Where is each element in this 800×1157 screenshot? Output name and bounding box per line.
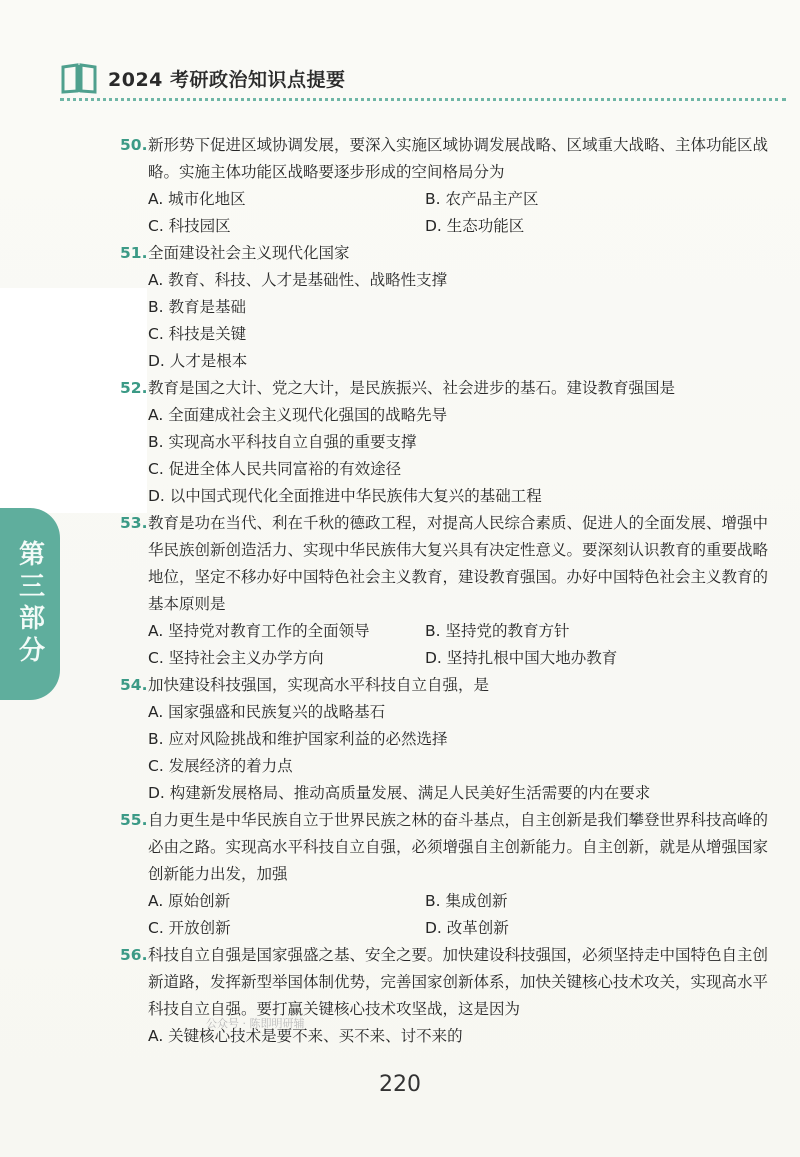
option-a: A. 坚持党对教育工作的全面领导 — [148, 622, 370, 640]
option-c: C. 开放创新 — [148, 919, 231, 937]
option-d: D. 生态功能区 — [425, 217, 525, 235]
question-stem-row — [120, 132, 780, 186]
options-block — [120, 267, 780, 375]
option-d: D. 人才是根本 — [148, 352, 248, 370]
option-c: C. 坚持社会主义办学方向 — [148, 649, 324, 667]
question-item — [120, 510, 780, 672]
option-row — [148, 888, 780, 915]
question-stem: 加快建设科技强国，实现高水平科技自立自强，是 — [148, 676, 490, 694]
question-stem: 全面建设社会主义现代化国家 — [148, 244, 350, 262]
question-stem: 自力更生是中华民族自立于世界民族之林的奋斗基点，自主创新是我们攀登世界科技高峰的必由之路。实现高水平科技自立自强，必须增强自主创新能力。自主创新，就是从增强国家创新能力出发，加强 — [148, 811, 769, 883]
question-stem: 教育是国之大计、党之大计，是民族振兴、社会进步的基石。建设教育强国是 — [148, 379, 676, 397]
question-stem-row — [120, 240, 780, 267]
option-b: B. 应对风险挑战和维护国家利益的必然选择 — [148, 730, 448, 748]
question-stem-row — [120, 942, 780, 1023]
option-row — [148, 618, 780, 645]
options-block — [120, 699, 780, 807]
question-number: 55. — [120, 811, 148, 829]
header-title: 2024 考研政治知识点提要 — [108, 68, 346, 91]
option-row — [148, 213, 780, 240]
option-d: D. 改革创新 — [425, 919, 509, 937]
question-number: 53. — [120, 514, 148, 532]
question-stem-row — [120, 672, 780, 699]
option-b: B. 实现高水平科技自立自强的重要支撑 — [148, 433, 417, 451]
question-item — [120, 240, 780, 375]
question-number: 54. — [120, 676, 148, 694]
options-block — [120, 186, 780, 240]
option-a: A. 国家强盛和民族复兴的战略基石 — [148, 703, 386, 721]
option-b: B. 集成创新 — [425, 892, 508, 910]
question-number: 50. — [120, 136, 148, 154]
option-a: A. 关键核心技术是要不来、买不来、讨不来的 — [148, 1027, 463, 1045]
options-block — [120, 618, 780, 672]
question-item — [120, 942, 780, 1050]
question-number: 52. — [120, 379, 148, 397]
options-block — [120, 888, 780, 942]
question-stem: 教育是功在当代、利在千秋的德政工程，对提高人民综合素质、促进人的全面发展、增强中华民族创新创造活力、实现中华民族伟大复兴具有决定性意义。要深刻认识教育的重要战略地位，坚定不移办好中国特色社会主义教育，建设教育强国。办好中国特色社会主义教育的基本原则是 — [148, 514, 769, 613]
option-a: A. 全面建成社会主义现代化强国的战略先导 — [148, 406, 448, 424]
option-d: D. 构建新发展格局、推动高质量发展、满足人民美好生活需要的内在要求 — [148, 784, 651, 802]
option-d: D. 以中国式现代化全面推进中华民族伟大复兴的基础工程 — [148, 487, 542, 505]
option-d: D. 坚持扎根中国大地办教育 — [425, 649, 618, 667]
question-list — [120, 132, 780, 1050]
question-item — [120, 375, 780, 510]
option-a: A. 教育、科技、人才是基础性、战略性支撑 — [148, 271, 448, 289]
section-tab-label: 第三部分 — [14, 540, 45, 668]
option-row — [148, 645, 780, 672]
page-number: 220 — [379, 1072, 421, 1097]
question-stem-row — [120, 375, 780, 402]
option-c: C. 科技是关键 — [148, 325, 247, 343]
question-number: 56. — [120, 946, 148, 964]
option-a: A. 城市化地区 — [148, 190, 246, 208]
option-row — [148, 186, 780, 213]
option-a: A. 原始创新 — [148, 892, 231, 910]
question-number: 51. — [120, 244, 148, 262]
question-item — [120, 132, 780, 240]
page-header — [60, 58, 346, 98]
header-divider — [60, 98, 786, 101]
question-item — [120, 807, 780, 942]
option-b: B. 坚持党的教育方针 — [425, 622, 570, 640]
option-row — [148, 915, 780, 942]
open-book-icon — [60, 61, 98, 95]
watermark: 公众号 · 陈即明研辅 — [206, 1017, 305, 1030]
question-stem: 新形势下促进区域协调发展，要深入实施区域协调发展战略、区域重大战略、主体功能区战略。实施主体功能区战略要逐步形成的空间格局分为 — [148, 136, 769, 181]
question-stem-row — [120, 510, 780, 618]
question-stem: 科技自立自强是国家强盛之基、安全之要。加快建设科技强国，必须坚持走中国特色自主创新道路，发挥新型举国体制优势，完善国家创新体系，加快关键核心技术攻关，实现高水平科技自立自强。要打赢关键核心技术攻坚战，这是因为 — [148, 946, 769, 1018]
option-c: C. 促进全体人民共同富裕的有效途径 — [148, 460, 402, 478]
question-item — [120, 672, 780, 807]
section-tab — [0, 508, 60, 700]
option-c: C. 科技园区 — [148, 217, 231, 235]
option-b: B. 教育是基础 — [148, 298, 246, 316]
options-block — [120, 402, 780, 510]
option-c: C. 发展经济的着力点 — [148, 757, 293, 775]
option-b: B. 农产品主产区 — [425, 190, 539, 208]
question-stem-row — [120, 807, 780, 888]
